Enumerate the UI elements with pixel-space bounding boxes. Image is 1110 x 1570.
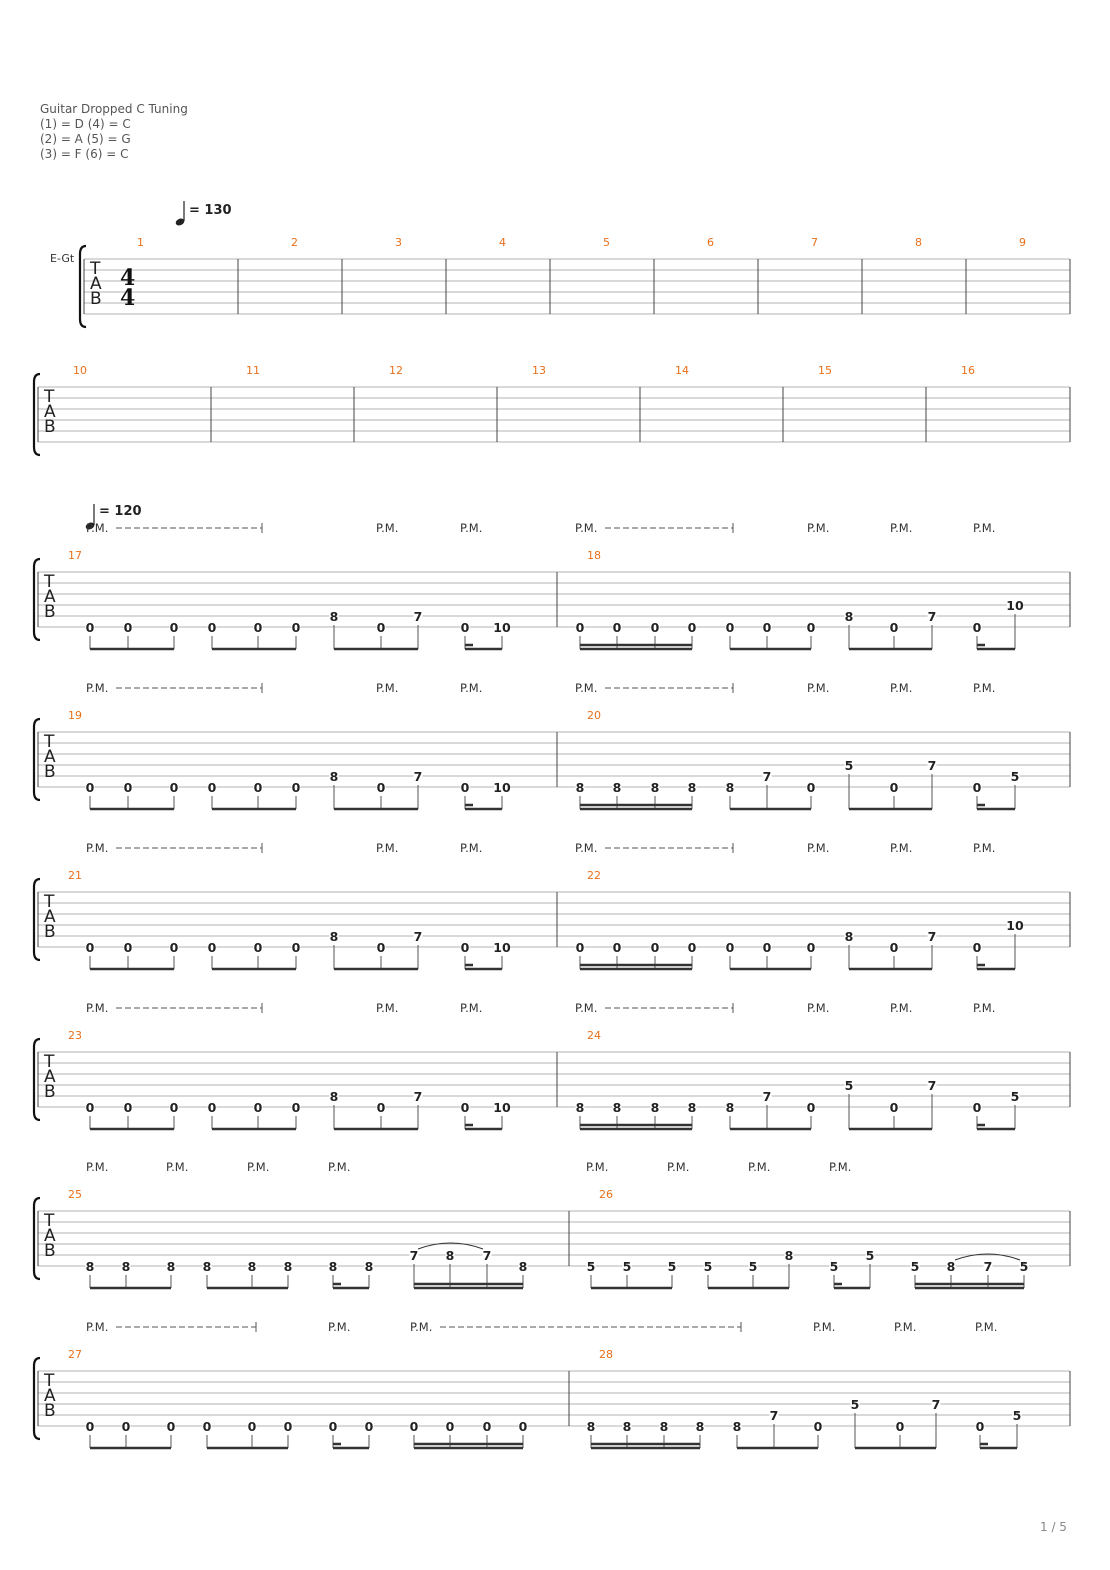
fret-number: 0: [972, 620, 982, 635]
palm-mute-mark: P.M.: [973, 841, 996, 855]
fret-number: 8: [687, 1100, 697, 1115]
tab-clef-letter: T: [44, 1371, 55, 1391]
fret-number: 0: [328, 1419, 338, 1434]
fret-number: 5: [844, 758, 854, 773]
fret-number: 8: [166, 1259, 176, 1274]
measure-number: 26: [599, 1188, 613, 1201]
measure-number: 3: [395, 236, 402, 249]
measure-number: 10: [73, 364, 87, 377]
fret-number: 0: [575, 940, 585, 955]
fret-number: 0: [291, 940, 301, 955]
fret-number: 7: [762, 769, 772, 784]
system-bracket: [34, 719, 40, 800]
fret-number: 0: [806, 620, 816, 635]
palm-mute-mark: P.M.: [86, 1320, 109, 1334]
tab-clef-letter: B: [44, 922, 56, 942]
fret-number: 0: [889, 620, 899, 635]
fret-number: 8: [202, 1259, 212, 1274]
palm-mute-mark: P.M.: [829, 1160, 852, 1174]
fret-number: 0: [207, 1100, 217, 1115]
fret-number: 0: [291, 1100, 301, 1115]
fret-number: 5: [829, 1259, 839, 1274]
measure-number: 8: [915, 236, 922, 249]
tab-system: [34, 364, 1070, 455]
fret-number: 0: [895, 1419, 905, 1434]
fret-number: 0: [376, 1100, 386, 1115]
tab-clef-letter: B: [44, 762, 56, 782]
tab-clef-letter: B: [44, 602, 56, 622]
fret-number: 0: [687, 620, 697, 635]
tuning-line: (2) = A (5) = G: [40, 132, 131, 146]
palm-mute-mark: P.M.: [667, 1160, 690, 1174]
fret-number: 7: [927, 929, 937, 944]
fret-number: 8: [725, 1100, 735, 1115]
fret-number: 8: [586, 1419, 596, 1434]
fret-number: 5: [622, 1259, 632, 1274]
fret-number: 0: [612, 620, 622, 635]
fret-number: 0: [445, 1419, 455, 1434]
tuning-line: (1) = D (4) = C: [40, 117, 131, 131]
tab-clef-letter: T: [44, 892, 55, 912]
fret-number: 0: [612, 940, 622, 955]
fret-number: 0: [253, 1100, 263, 1115]
fret-number: 0: [460, 620, 470, 635]
measure-number: 25: [68, 1188, 82, 1201]
palm-mute-mark: P.M.: [575, 521, 598, 535]
measure-number: 22: [587, 869, 601, 882]
fret-number: 8: [364, 1259, 374, 1274]
fret-number: 0: [85, 1419, 95, 1434]
palm-mute-mark: P.M.: [807, 681, 830, 695]
palm-mute-mark: P.M.: [894, 1320, 917, 1334]
measure-number: 9: [1019, 236, 1026, 249]
fret-number: 0: [972, 940, 982, 955]
palm-mute-mark: P.M.: [86, 521, 109, 535]
fret-number: 8: [650, 780, 660, 795]
fret-number: 0: [85, 940, 95, 955]
fret-number: 0: [575, 620, 585, 635]
tab-clef-letter: A: [90, 274, 102, 294]
palm-mute-mark: P.M.: [86, 681, 109, 695]
fret-number: 0: [806, 940, 816, 955]
tab-clef-letter: A: [44, 747, 56, 767]
fret-number: 0: [85, 780, 95, 795]
time-signature-bottom: 4: [120, 285, 136, 311]
palm-mute-mark: P.M.: [376, 841, 399, 855]
palm-mute-mark: P.M.: [890, 1001, 913, 1015]
fret-number: 0: [889, 940, 899, 955]
fret-number: 0: [169, 940, 179, 955]
measure-number: 19: [68, 709, 82, 722]
fret-number: 0: [806, 780, 816, 795]
fret-number: 8: [612, 1100, 622, 1115]
fret-number: 8: [732, 1419, 742, 1434]
tuning-line: (3) = F (6) = C: [40, 147, 129, 161]
fret-number: 0: [169, 780, 179, 795]
fret-number: 0: [687, 940, 697, 955]
palm-mute-mark: P.M.: [86, 841, 109, 855]
fret-number: 0: [85, 620, 95, 635]
fret-number: 0: [460, 780, 470, 795]
fret-number: 0: [972, 780, 982, 795]
system-bracket: [80, 246, 86, 327]
tab-clef-letter: T: [44, 572, 55, 592]
tab-clef-letter: B: [44, 417, 56, 437]
fret-number: 8: [946, 1259, 956, 1274]
tab-clef-letter: T: [44, 732, 55, 752]
system-bracket: [34, 879, 40, 960]
palm-mute-mark: P.M.: [376, 521, 399, 535]
palm-mute-mark: P.M.: [460, 681, 483, 695]
palm-mute-mark: P.M.: [575, 841, 598, 855]
fret-number: 0: [207, 940, 217, 955]
tempo-marking: [175, 201, 232, 227]
measure-number: 24: [587, 1029, 601, 1042]
measure-number: 18: [587, 549, 601, 562]
palm-mute-mark: P.M.: [890, 521, 913, 535]
fret-number: 8: [575, 1100, 585, 1115]
fret-number: 5: [1010, 1089, 1020, 1104]
measure-number: 15: [818, 364, 832, 377]
fret-number: 5: [844, 1078, 854, 1093]
fret-number: 7: [927, 1078, 937, 1093]
fret-number: 8: [329, 929, 339, 944]
tuning-title: Guitar Dropped C Tuning: [40, 102, 188, 116]
tab-clef-letter: B: [44, 1082, 56, 1102]
tab-system: [34, 869, 1070, 969]
fret-number: 8: [121, 1259, 131, 1274]
fret-number: 0: [291, 780, 301, 795]
palm-mute-mark: P.M.: [410, 1320, 433, 1334]
tab-clef-letter: T: [44, 1211, 55, 1231]
tab-clef-letter: A: [44, 907, 56, 927]
measure-number: 5: [603, 236, 610, 249]
fret-number: 0: [121, 1419, 131, 1434]
fret-number: 0: [762, 620, 772, 635]
fret-number: 0: [376, 940, 386, 955]
fret-number: 8: [844, 609, 854, 624]
palm-mute-mark: P.M.: [328, 1160, 351, 1174]
palm-mute-mark: P.M.: [807, 1001, 830, 1015]
palm-mute-mark: P.M.: [575, 1001, 598, 1015]
fret-number: 10: [493, 1100, 511, 1115]
fret-number: 0: [650, 940, 660, 955]
tab-system: [34, 1348, 1070, 1448]
palm-mute-mark: P.M.: [973, 681, 996, 695]
fret-number: 0: [207, 620, 217, 635]
fret-number: 0: [725, 940, 735, 955]
instrument-label: E-Gt: [50, 252, 75, 265]
fret-number: 5: [586, 1259, 596, 1274]
fret-number: 8: [445, 1248, 455, 1263]
system-bracket: [34, 559, 40, 640]
measure-number: 16: [961, 364, 975, 377]
fret-number: 0: [972, 1100, 982, 1115]
fret-number: 8: [844, 929, 854, 944]
tab-clef-letter: T: [44, 387, 55, 407]
fret-number: 0: [813, 1419, 823, 1434]
system-bracket: [34, 1198, 40, 1279]
fret-number: 8: [247, 1259, 257, 1274]
palm-mute-mark: P.M.: [460, 841, 483, 855]
fret-number: 0: [253, 780, 263, 795]
palm-mute-mark: P.M.: [166, 1160, 189, 1174]
fret-number: 5: [703, 1259, 713, 1274]
fret-number: 0: [364, 1419, 374, 1434]
fret-number: 0: [518, 1419, 528, 1434]
measure-number: 17: [68, 549, 82, 562]
palm-mute-mark: P.M.: [890, 681, 913, 695]
measure-number: 2: [291, 236, 298, 249]
fret-number: 8: [687, 780, 697, 795]
fret-number: 0: [166, 1419, 176, 1434]
fret-number: 10: [493, 940, 511, 955]
measure-number: 12: [389, 364, 403, 377]
palm-mute-mark: P.M.: [973, 1001, 996, 1015]
system-bracket: [34, 374, 40, 455]
palm-mute-mark: P.M.: [890, 841, 913, 855]
fret-number: 8: [659, 1419, 669, 1434]
fret-number: 8: [329, 609, 339, 624]
palm-mute-mark: P.M.: [460, 1001, 483, 1015]
fret-number: 7: [769, 1408, 779, 1423]
fret-number: 5: [850, 1397, 860, 1412]
fret-number: 0: [247, 1419, 257, 1434]
tab-systems: [34, 236, 1070, 1448]
measure-number: 1: [137, 236, 144, 249]
fret-number: 0: [169, 1100, 179, 1115]
fret-number: 7: [413, 769, 423, 784]
fret-number: 0: [253, 620, 263, 635]
fret-number: 0: [207, 780, 217, 795]
measure-number: 14: [675, 364, 689, 377]
fret-number: 8: [612, 780, 622, 795]
tab-system: [34, 549, 1070, 649]
tab-clef-letter: A: [44, 1226, 56, 1246]
time-signature-top: 4: [120, 265, 136, 291]
fret-number: 8: [784, 1248, 794, 1263]
tab-clef-letter: B: [44, 1241, 56, 1261]
measure-number: 20: [587, 709, 601, 722]
palm-mute-mark: P.M.: [807, 521, 830, 535]
tab-clef-letter: A: [44, 1067, 56, 1087]
fret-number: 5: [748, 1259, 758, 1274]
tab-clef-letter: T: [44, 1052, 55, 1072]
palm-mute-mark: P.M.: [460, 521, 483, 535]
fret-number: 0: [460, 940, 470, 955]
fret-number: 0: [123, 1100, 133, 1115]
fret-number: 8: [650, 1100, 660, 1115]
system-bracket: [34, 1039, 40, 1120]
fret-number: 0: [806, 1100, 816, 1115]
fret-number: 0: [253, 940, 263, 955]
fret-number: 8: [329, 1089, 339, 1104]
fret-number: 0: [975, 1419, 985, 1434]
tab-clef-letter: A: [44, 587, 56, 607]
fret-number: 0: [762, 940, 772, 955]
fret-number: 7: [413, 1089, 423, 1104]
measure-number: 21: [68, 869, 82, 882]
tuning-header: [40, 102, 188, 161]
palm-mute-mark: P.M.: [748, 1160, 771, 1174]
fret-number: 5: [910, 1259, 920, 1274]
fret-number: 7: [931, 1397, 941, 1412]
fret-number: 0: [169, 620, 179, 635]
tab-system: [34, 1188, 1070, 1288]
tab-clef-letter: A: [44, 1386, 56, 1406]
fret-number: 8: [622, 1419, 632, 1434]
fret-number: 8: [85, 1259, 95, 1274]
fret-number: 10: [1006, 598, 1024, 613]
fret-number: 0: [725, 620, 735, 635]
tempo-text: = 120: [99, 504, 142, 519]
fret-number: 7: [927, 609, 937, 624]
fret-number: 5: [865, 1248, 875, 1263]
measure-number: 28: [599, 1348, 613, 1361]
palm-mute-mark: P.M.: [973, 521, 996, 535]
fret-number: 7: [413, 929, 423, 944]
fret-number: 0: [889, 780, 899, 795]
measure-number: 23: [68, 1029, 82, 1042]
fret-number: 5: [1012, 1408, 1022, 1423]
fret-number: 0: [291, 620, 301, 635]
fret-number: 8: [575, 780, 585, 795]
fret-number: 7: [413, 609, 423, 624]
fret-number: 8: [695, 1419, 705, 1434]
fret-number: 8: [328, 1259, 338, 1274]
fret-number: 7: [482, 1248, 492, 1263]
palm-mute-mark: P.M.: [86, 1160, 109, 1174]
tempo-text: = 130: [189, 203, 232, 218]
fret-number: 8: [725, 780, 735, 795]
measure-number: 7: [811, 236, 818, 249]
palm-mute-mark: P.M.: [328, 1320, 351, 1334]
measure-number: 27: [68, 1348, 82, 1361]
measure-number: 4: [499, 236, 506, 249]
palm-mute-mark: P.M.: [376, 1001, 399, 1015]
fret-number: 0: [482, 1419, 492, 1434]
palm-mute-mark: P.M.: [975, 1320, 998, 1334]
fret-number: 0: [123, 620, 133, 635]
fret-number: 0: [85, 1100, 95, 1115]
fret-number: 0: [202, 1419, 212, 1434]
fret-number: 10: [493, 620, 511, 635]
fret-number: 8: [518, 1259, 528, 1274]
fret-number: 10: [1006, 918, 1024, 933]
palm-mute-mark: P.M.: [86, 1001, 109, 1015]
palm-mute-mark: P.M.: [586, 1160, 609, 1174]
fret-number: 0: [376, 620, 386, 635]
palm-mute-mark: P.M.: [575, 681, 598, 695]
fret-number: 0: [650, 620, 660, 635]
fret-number: 0: [283, 1419, 293, 1434]
fret-number: 0: [123, 940, 133, 955]
measure-number: 13: [532, 364, 546, 377]
tab-clef-letter: B: [90, 289, 102, 309]
palm-mute-mark: P.M.: [813, 1320, 836, 1334]
tab-system: [34, 709, 1070, 809]
fret-number: 5: [1010, 769, 1020, 784]
fret-number: 7: [762, 1089, 772, 1104]
measure-number: 6: [707, 236, 714, 249]
fret-number: 8: [283, 1259, 293, 1274]
fret-number: 0: [889, 1100, 899, 1115]
tab-clef-letter: A: [44, 402, 56, 422]
tab-system: [80, 236, 1070, 327]
measure-number: 11: [246, 364, 260, 377]
tab-clef-letter: B: [44, 1401, 56, 1421]
tab-system: [34, 1029, 1070, 1129]
fret-number: 0: [460, 1100, 470, 1115]
palm-mute-mark: P.M.: [247, 1160, 270, 1174]
fret-number: 5: [1019, 1259, 1029, 1274]
fret-number: 10: [493, 780, 511, 795]
fret-number: 0: [376, 780, 386, 795]
tab-clef-letter: T: [90, 259, 101, 279]
fret-number: 7: [409, 1248, 419, 1263]
page-number: 1 / 5: [1040, 1520, 1067, 1534]
fret-number: 5: [667, 1259, 677, 1274]
fret-number: 0: [123, 780, 133, 795]
fret-number: 0: [409, 1419, 419, 1434]
palm-mute-mark: P.M.: [376, 681, 399, 695]
palm-mute-mark: P.M.: [807, 841, 830, 855]
fret-number: 7: [983, 1259, 993, 1274]
system-bracket: [34, 1358, 40, 1439]
fret-number: 8: [329, 769, 339, 784]
fret-number: 7: [927, 758, 937, 773]
